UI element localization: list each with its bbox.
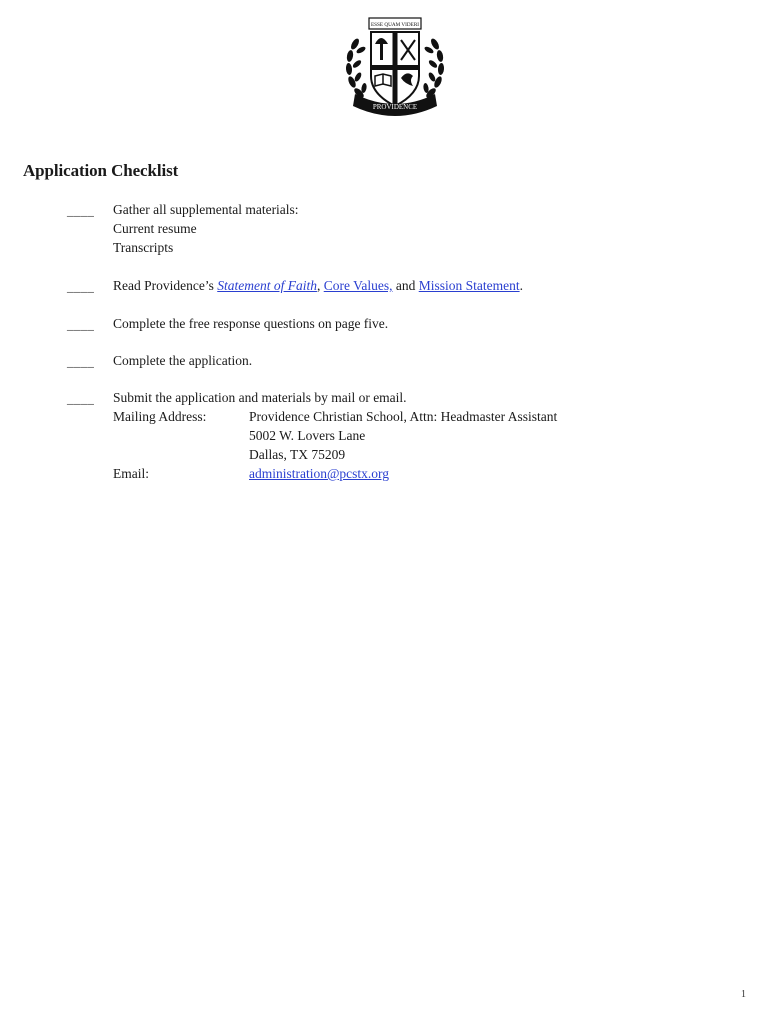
core-values-link[interactable]: Core Values, [323, 278, 393, 293]
page-number: 1 [741, 989, 746, 1000]
laurel-left-icon [345, 37, 367, 99]
checkbox-blank-4: ____ [67, 354, 95, 369]
checkbox-blank-3: ____ [67, 317, 95, 332]
read-sep2: and [392, 278, 419, 293]
email-label: Email: [113, 466, 149, 481]
checklist-item-gather: Gather all supplemental materials: [113, 202, 299, 217]
motto-text: ESSE QUAM VIDERI [370, 22, 420, 29]
mailing-address-line2: 5002 W. Lovers Lane [249, 428, 366, 443]
providence-crest-logo [341, 14, 449, 122]
ribbon-text: PROVIDENCE [372, 103, 418, 111]
read-suffix: . [519, 278, 523, 293]
statement-of-faith-link[interactable]: Statement of Faith [217, 278, 317, 293]
laurel-right-icon [423, 37, 445, 99]
mailing-address-line1: Providence Christian School, Attn: Headmaster Assistant [249, 409, 558, 424]
mailing-address-line3: Dallas, TX 75209 [249, 447, 346, 462]
checkbox-blank-2: ____ [67, 279, 95, 294]
page-title: Application Checklist [23, 161, 179, 180]
email-value [249, 466, 389, 482]
read-prefix: Read Providence’s [113, 278, 218, 293]
checklist-subitem-transcripts: Transcripts [113, 240, 174, 255]
checklist-subitem-resume: Current resume [113, 221, 197, 236]
checklist-item-free-response: Complete the free response questions on page five. [113, 316, 389, 331]
checklist-item-read [113, 278, 523, 294]
checklist-item-submit: Submit the application and materials by mail or email. [113, 390, 407, 405]
read-sep1: , [316, 278, 324, 293]
mailing-address-label: Mailing Address: [113, 409, 207, 424]
checkbox-blank-5: ____ [67, 391, 95, 406]
checkbox-blank-1: ____ [67, 203, 95, 218]
email-link[interactable]: administration@pcstx.org [249, 466, 390, 481]
checklist-item-application: Complete the application. [113, 353, 253, 368]
mission-statement-link[interactable]: Mission Statement [418, 278, 520, 293]
